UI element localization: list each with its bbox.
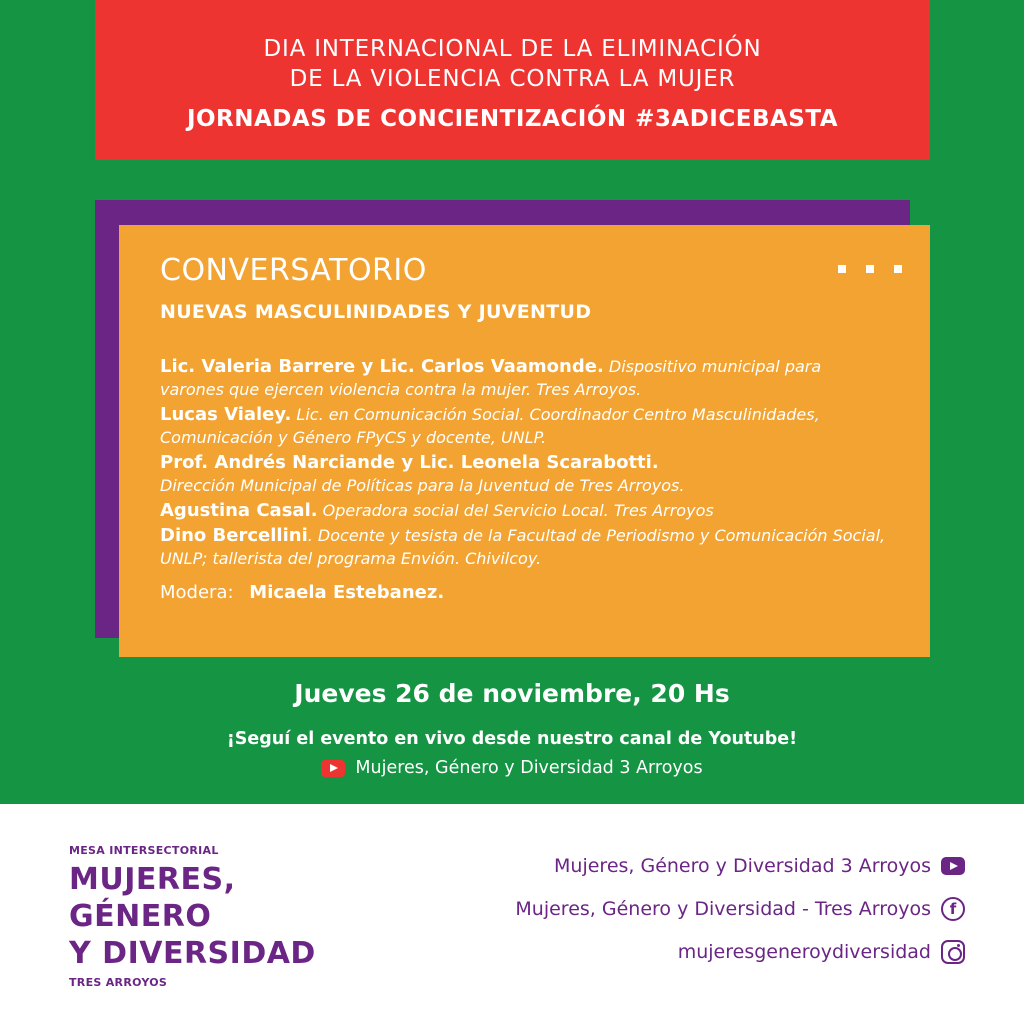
youtube-icon [941,857,965,875]
speaker-desc: Operadora social del Servicio Local. Tres Arroyos [322,501,714,520]
speaker-item [160,403,890,449]
dot [866,265,874,273]
logo-line-3: Y DIVERSIDAD [69,936,316,971]
speaker-desc: Dispositivo municipal para varones que ejercen violencia contra la mujer. Tres Arroyos. [160,357,822,399]
banner-line-1: DIA INTERNACIONAL DE LA ELIMINACIÓN [263,36,762,62]
dots-decoration [838,265,902,273]
youtube-icon [321,760,345,777]
card-title: CONVERSATORIO [160,253,427,288]
moderator-label: Modera: [160,582,234,603]
social-label: Mujeres, Género y Diversidad 3 Arroyos [554,855,931,877]
dot [838,265,846,273]
facebook-icon: f [941,897,965,921]
speaker-name: Agustina Casal. [160,500,318,521]
social-label: mujeresgeneroydiversidad [677,941,931,963]
instagram-icon [941,940,965,964]
moderator-name: Micaela Estebanez. [249,582,445,603]
speaker-list [160,355,890,570]
speaker-desc: Lic. en Comunicación Social. Coordinador Centro Masculinidades, Comunicación y Género FPyCS y docente, UNLP. [160,405,820,447]
red-banner [95,0,930,160]
speaker-name: Prof. Andrés Narciande y Lic. Leonela Scarabotti. [160,452,659,473]
event-date: Jueves 26 de noviembre, 20 Hs [294,679,730,708]
channel-link[interactable] [0,758,1024,778]
logo-main-text [69,861,316,972]
speaker-name: Lic. Valeria Barrere y Lic. Carlos Vaamonde. [160,356,604,377]
social-links [515,854,965,983]
social-label: Mujeres, Género y Diversidad - Tres Arroyos [515,898,931,920]
speaker-name: Lucas Vialey. [160,404,292,425]
logo-line-1: MUJERES, [69,862,236,897]
card-subtitle: NUEVAS MASCULINIDADES Y JUVENTUD [160,301,592,323]
dot [894,265,902,273]
channel-name: Mujeres, Género y Diversidad 3 Arroyos [355,758,703,778]
speaker-item [160,499,890,522]
moderator [160,582,890,603]
speaker-item [160,524,890,570]
speaker-name: Dino Bercellini [160,525,308,546]
banner-line-3: JORNADAS DE CONCIENTIZACIÓN #3ADICEBASTA [186,106,839,132]
logo-bottom-text: TRES ARROYOS [69,976,168,989]
speaker-desc: . Docente y tesista de la Facultad de Periodismo y Comunicación Social, UNLP; tallerista del programa Envión. Chivilcoy. [160,526,886,568]
speaker-item [160,451,890,497]
logo-line-2: GÉNERO [69,899,212,934]
footer [0,804,1024,1024]
banner-line-2: DE LA VIOLENCIA CONTRA LA MUJER [289,66,736,92]
speaker-desc: Dirección Municipal de Políticas para la Juventud de Tres Arroyos. [160,476,685,495]
social-instagram[interactable] [515,940,965,964]
social-youtube[interactable] [515,854,965,878]
logo [69,844,316,989]
speaker-item [160,355,890,401]
follow-text: ¡Seguí el evento en vivo desde nuestro canal de Youtube! [226,729,798,749]
social-facebook[interactable] [515,897,965,921]
logo-top-text: MESA INTERSECTORIAL [69,844,219,857]
event-card [119,225,930,657]
